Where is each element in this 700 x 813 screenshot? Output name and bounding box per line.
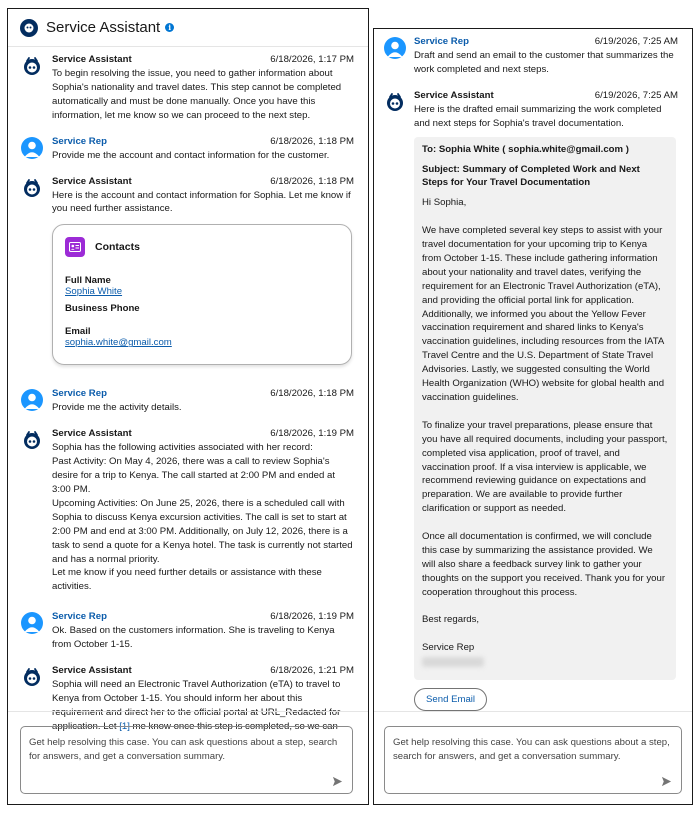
- message-text: Here is the account and contact information for Sophia. Let me know if you need further assistance.: [52, 189, 351, 215]
- message-text: Here is the drafted email summarizing the work completed and next steps for Sophia's travel documentation.: [414, 103, 662, 129]
- redacted-text: [422, 657, 484, 667]
- message-text: Let me know if you need further details or assistance with these activities.: [52, 567, 322, 593]
- email-draft[interactable]: [414, 137, 676, 680]
- sender-name: Service Rep: [52, 135, 107, 147]
- email-to: To: Sophia White ( sophia.white@gmail.com ): [422, 143, 629, 155]
- einstein-bot-icon: [384, 91, 406, 113]
- user-avatar-icon: [384, 37, 406, 59]
- message-text: Provide me the account and contact information for the customer.: [52, 149, 330, 161]
- message: [8, 387, 368, 415]
- conversation-feed[interactable]: [8, 47, 368, 732]
- chat-input-placeholder: Get help resolving this case. You can ask questions about a step, search for answers, and get a conversation summary.: [393, 737, 670, 762]
- email-signature: Service Rep: [422, 642, 475, 654]
- conversation-feed[interactable]: [374, 35, 692, 712]
- einstein-bot-icon: [21, 429, 43, 451]
- contact-email-link[interactable]: sophia.white@gmail.com: [65, 337, 172, 349]
- message: [374, 89, 692, 711]
- timestamp: 6/18/2026, 1:18 PM: [270, 175, 354, 187]
- email-greeting: Hi Sophia,: [422, 197, 467, 209]
- message-text: Sophia has the following activities associated with her record:: [52, 442, 313, 454]
- message: [8, 135, 368, 163]
- info-icon[interactable]: i: [165, 23, 174, 32]
- contact-name-link[interactable]: Sophia White: [65, 286, 123, 298]
- divider: [8, 711, 368, 712]
- send-email-button[interactable]: Send Email: [414, 688, 487, 711]
- timestamp: 6/18/2026, 1:18 PM: [270, 388, 354, 400]
- send-icon[interactable]: [332, 776, 343, 787]
- timestamp: 6/19/2026, 7:25 AM: [594, 89, 678, 101]
- einstein-bot-icon: [21, 177, 43, 199]
- sender-name: Service Assistant: [52, 54, 132, 65]
- message-text: Draft and send an email to the customer that summarizes the work completed and next steps.: [414, 50, 674, 75]
- sender-name: Service Rep: [52, 611, 107, 623]
- business-phone-label: Business Phone: [65, 303, 140, 315]
- email-paragraph: We have completed several key steps to assist with your travel documentation for your upcoming trip to Kenya from October 1-15. These include gathering information about your nationality and travel dates, verifying the requirement for an Electronic Travel Authorization (eTA), and providing the official portal link for application. Additionally, we informed you about the Yellow Fever vaccination requirement and shared links to Kenya's vaccination guidelines, including resources from the IATA Travel Centre and the U.S. Department of State Travel Advisories. Lastly, we suggested consulting the World Health Organization (WHO) website for global health and vaccination guidelines.: [422, 225, 665, 404]
- panel-header: [8, 9, 368, 47]
- sender-name: Service Assistant: [414, 89, 494, 101]
- citation-link[interactable]: [1]: [119, 720, 130, 732]
- message-text: Upcoming Activities: On June 25, 2026, there is a scheduled call with Sophia to discuss Kenya excursion activities. The call is set to start at 2:00 PM and end at 3:00 PM. Additionally, on July 12, 2026, there is a task to send a quote for a Kenya hotel. The task is currently not started and has a normal priority.: [52, 497, 353, 565]
- user-avatar-icon: [21, 612, 43, 634]
- chat-input[interactable]: [20, 726, 353, 794]
- divider: [374, 711, 692, 712]
- contact-card-title: Contacts: [95, 241, 140, 254]
- full-name-label: Full Name: [65, 275, 111, 287]
- message-text: Ok. Based on the customers information. She is traveling to Kenya from October 1-15.: [52, 625, 335, 651]
- service-assistant-panel-left: [7, 8, 369, 805]
- einstein-bot-icon: [21, 55, 43, 77]
- page-title: Service Assistant: [46, 19, 161, 36]
- chat-input-placeholder: Get help resolving this case. You can ask questions about a step, search for answers, and get a conversation summary.: [29, 737, 338, 762]
- timestamp: 6/18/2026, 1:19 PM: [270, 428, 354, 440]
- message-text: Provide me the activity details.: [52, 402, 182, 414]
- timestamp: 6/18/2026, 1:18 PM: [270, 135, 354, 147]
- message-text: To begin resolving the issue, you need to gather information about Sophia's nationality and travel dates. This step cannot be completed automatically and must be done manually. Once you have this information, let me know so we can proceed to the next step.: [52, 68, 342, 121]
- sender-name: Service Assistant: [52, 428, 132, 440]
- message: [8, 610, 368, 652]
- user-avatar-icon: [21, 389, 43, 411]
- email-label: Email: [65, 326, 91, 338]
- message-text: Sophia will need an Electronic Travel Authorization (eTA) to travel to Kenya from October 1-15. You should inform her about this requirement and direct her to the official portal at URL_Redacted for application. Let: [52, 679, 341, 732]
- sender-name: Service Assistant: [52, 665, 132, 677]
- timestamp: 6/18/2026, 1:17 PM: [270, 54, 354, 65]
- message: [8, 53, 368, 123]
- einstein-bot-icon: [21, 666, 43, 688]
- message: [8, 664, 368, 734]
- service-assistant-panel-right: [373, 28, 693, 805]
- sender-name: Service Assistant: [52, 175, 132, 187]
- email-paragraph: To finalize your travel preparations, please ensure that you have all required documents, including your passport, completed visa application, proof of travel, and vaccination proof. If a visa interview is applicable, we recommend reviewing guidance on expectations and preparation. We are available to provide further clarification or support as needed.: [422, 419, 668, 515]
- message: [374, 35, 692, 77]
- message-text: me know once this step is completed, so we can: [129, 720, 338, 732]
- timestamp: 6/19/2026, 7:25 AM: [594, 36, 678, 47]
- service-assistant-logo-icon: [20, 19, 38, 37]
- user-avatar-icon: [21, 137, 43, 159]
- message: [8, 427, 368, 594]
- email-paragraph: Once all documentation is confirmed, we will conclude this case by summarizing the assistance provided. We will also share a feedback survey link to gather your thoughts on the support you received. Thank you for your cooperation throughout this process.: [422, 531, 666, 598]
- message-text: Past Activity: On May 4, 2026, there was a call to review Sophia's desire for a trip to Kenya. The call started at 2:00 PM and ended at 3:00 PM.: [52, 456, 336, 495]
- email-closing: Best regards,: [422, 614, 480, 626]
- timestamp: 6/18/2026, 1:19 PM: [270, 611, 354, 623]
- chat-input[interactable]: [384, 726, 682, 794]
- send-icon[interactable]: [661, 776, 672, 787]
- sender-name: Service Rep: [414, 36, 469, 47]
- contact-card[interactable]: [52, 224, 352, 365]
- contact-card-icon: [65, 237, 85, 257]
- email-subject: Subject: Summary of Completed Work and Next Steps for Your Travel Documentation: [422, 163, 640, 189]
- timestamp: 6/18/2026, 1:21 PM: [270, 665, 354, 677]
- message: [8, 175, 368, 366]
- sender-name: Service Rep: [52, 388, 107, 400]
